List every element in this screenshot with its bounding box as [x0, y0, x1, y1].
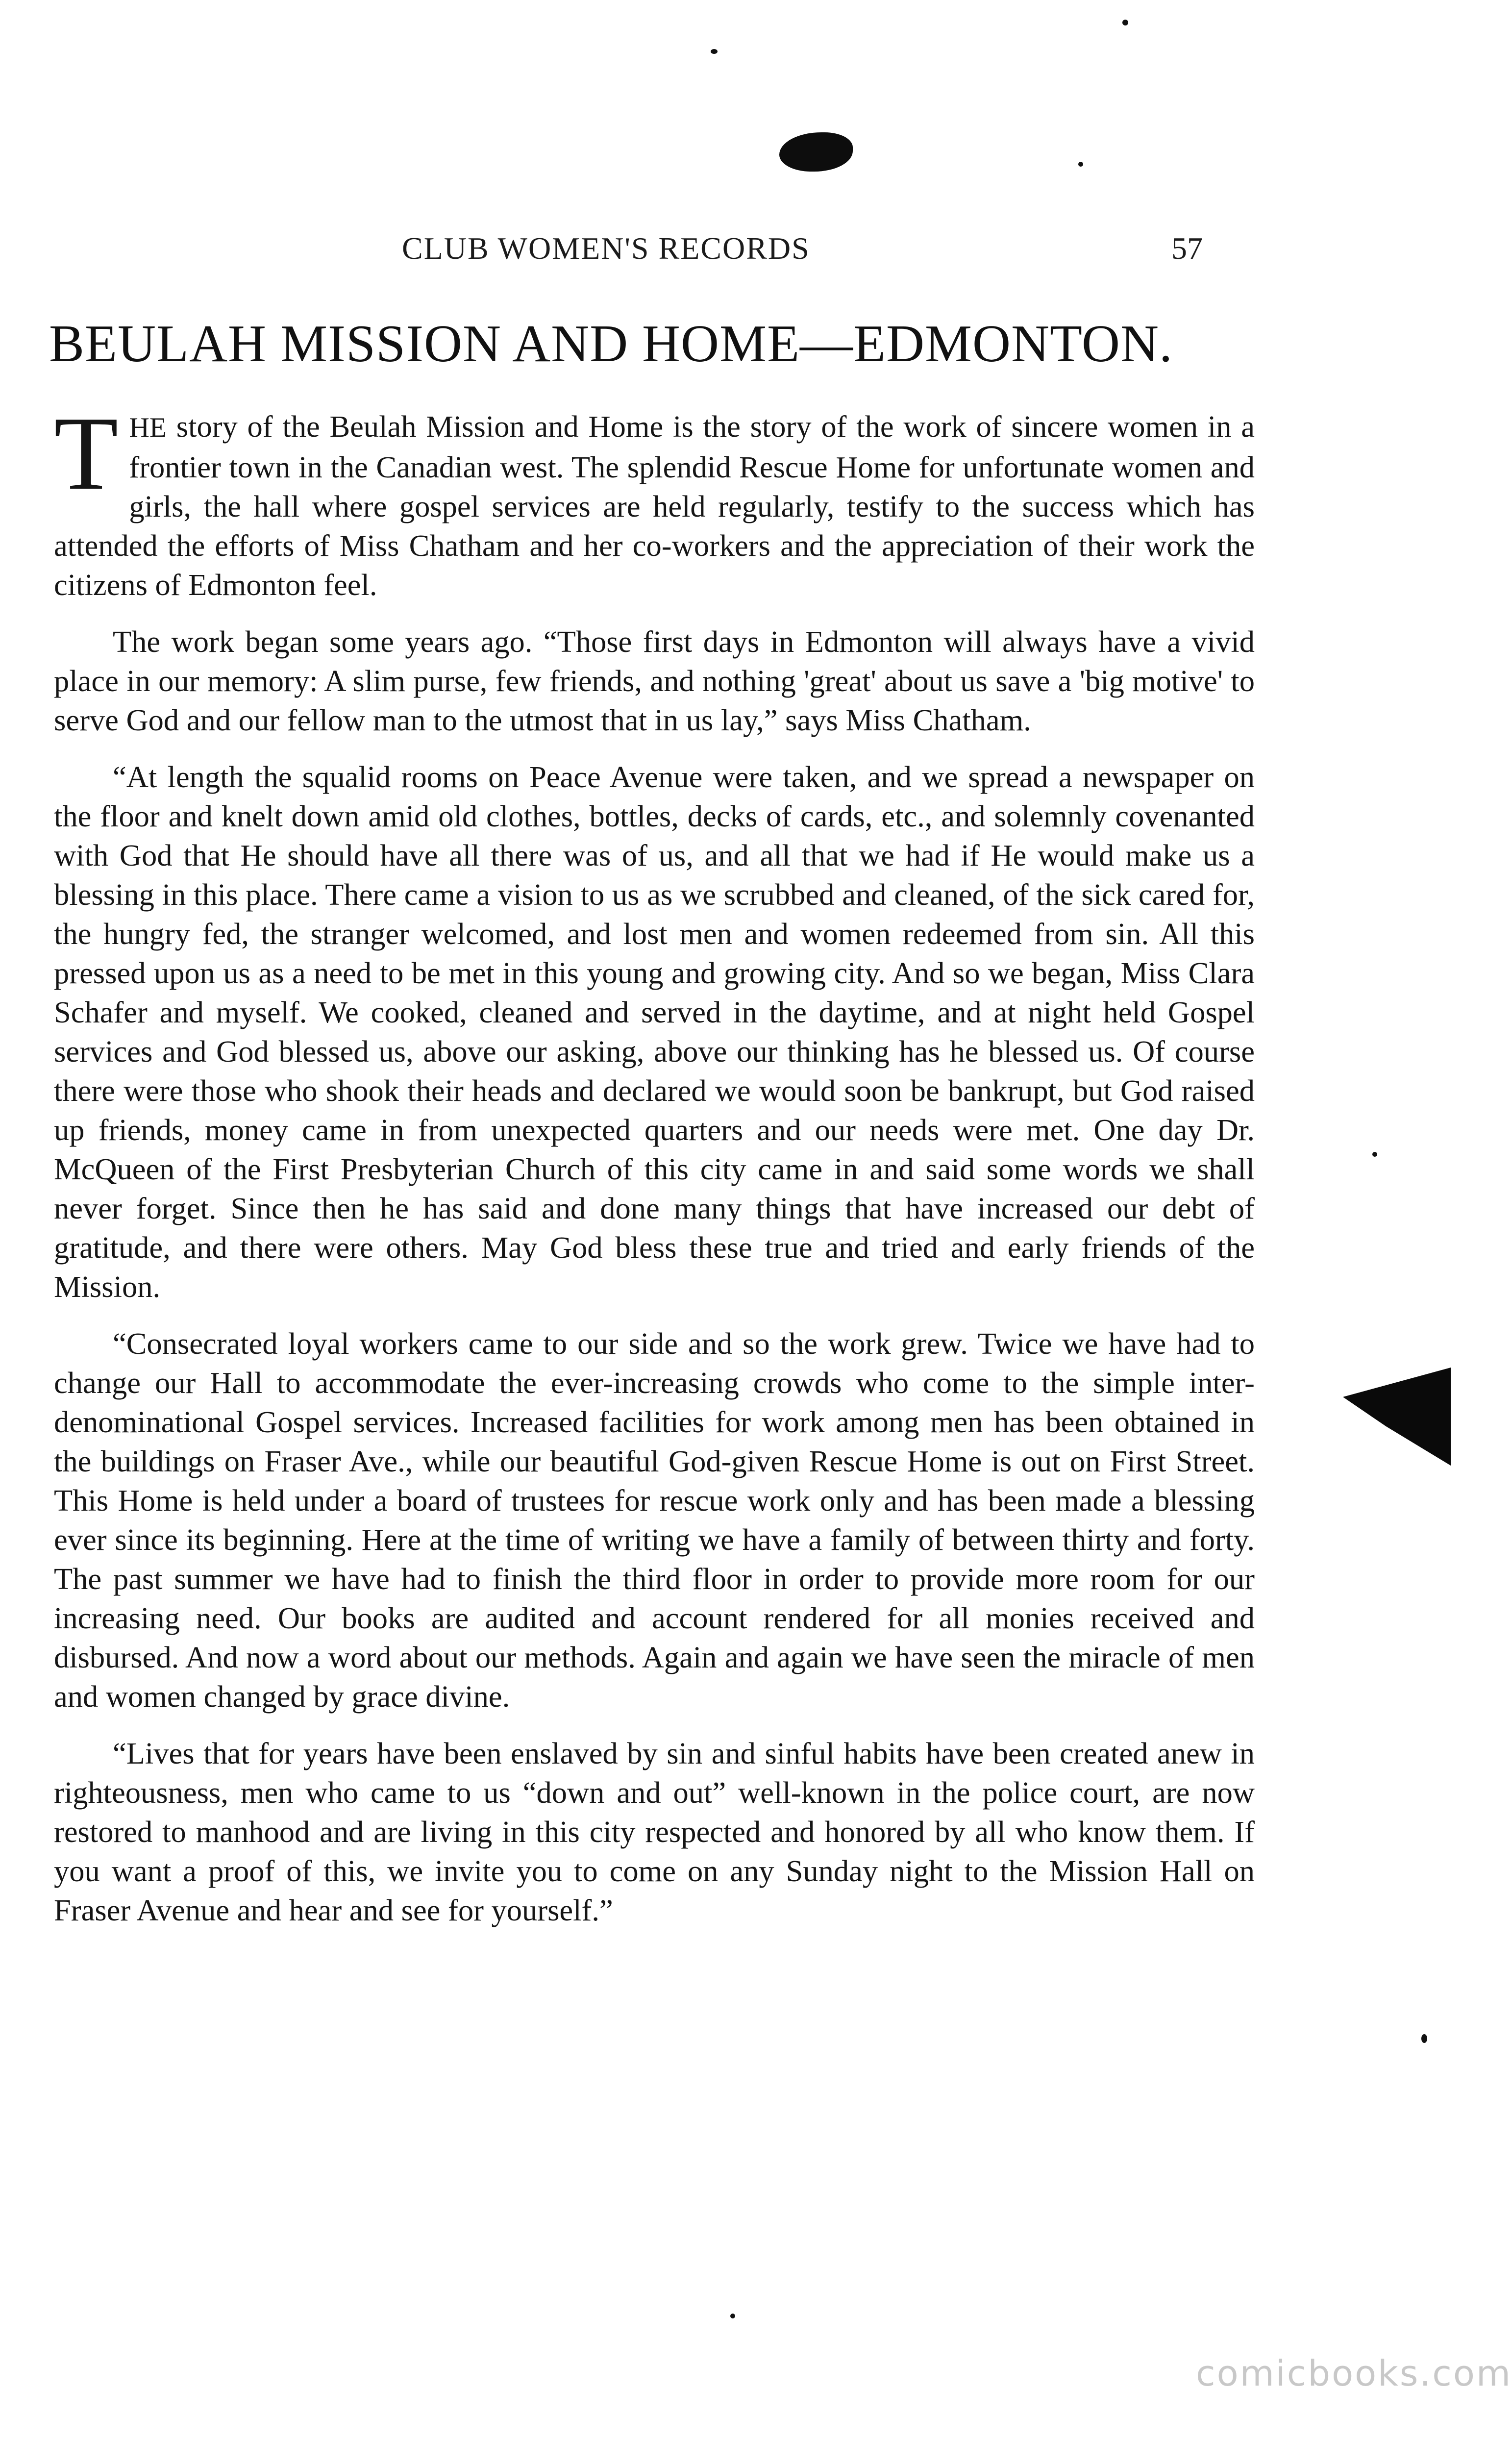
paragraph [54, 1324, 1255, 1716]
watermark: comicbooks.com [1196, 2353, 1512, 2394]
ink-blot [1343, 1368, 1451, 1466]
paragraph-text: “Consecrated loyal workers came to our side and so the work grew. Twice we have had to change our Hall to accommodate the ever-increasing crowds who come to the simple inter-denominational Gospel services. Increased facilities for work among men has been obtained in the buildings on Fraser Ave., while our beautiful God-given Rescue Home is out on First Street. This Home is held under a board of trustees for rescue work only and has been made a blessing ever since its beginning. Here at the time of writing we have a family of between thirty and forty. The past summer we have had to finish the third floor in order to provide more room for our increasing need. Our books are audited and account rendered for all monies received and disbursed. And now a word about our methods. Again and again we have seen the miracle of men and women changed by grace divine. [54, 1326, 1255, 1714]
paragraph-text: story of the Beulah Mission and Home is the story of the work of sincere women in a frontier town in the Canadian west. The splendid Rescue Home for unfortunate women and girls, the hall where gospel services are held regularly, testify to the success which has attended the efforts of Miss Chatham and her co-workers and the appreciation of their work the citizens of Edmonton feel. [54, 409, 1255, 602]
scan-speck [711, 49, 718, 54]
paragraph-text: “Lives that for years have been enslaved by sin and sinful habits have been created anew in righteousness, men who came to us “down and out” well-known in the police court, are now restored to manhood and are living in this city respected and honored by all who know them. If you want a proof of this, we invite you to come on any Sunday night to the Mission Hall on Fraser Avenue and hear and see for yourself.” [54, 1736, 1255, 1927]
paragraph [54, 395, 1255, 604]
scan-speck [1421, 2034, 1427, 2043]
paragraph-text: The work began some years ago. “Those first days in Edmonton will always have a vivid place in our memory: A slim purse, few friends, and nothing 'great' about us save a 'big motive' to serve God and our fellow man to the utmost that in us lay,” says Miss Chatham. [54, 624, 1255, 737]
paragraph [54, 622, 1255, 740]
paragraph [54, 757, 1255, 1306]
scan-speck [1122, 20, 1128, 25]
scan-speck [1372, 1152, 1377, 1157]
scan-speck [730, 2314, 735, 2318]
running-head: CLUB WOMEN'S RECORDS [402, 231, 810, 266]
page-number: 57 [1171, 231, 1203, 266]
scan-speck [1078, 162, 1083, 167]
paragraph [54, 1734, 1255, 1930]
paragraph-text: “At length the squalid rooms on Peace Avenue were taken, and we spread a newspaper on the floor and knelt down amid old clothes, bottles, decks of cards, etc., and solemnly covenanted with God that He should have all there was of us, and all that we had if He would make us a blessing in this place. There came a vision to us as we scrubbed and cleaned, of the sick cared for, the hungry fed, the stranger welcomed, and lost men and women redeemed from sin. All this pressed upon us as a need to be met in this young and growing city. And so we began, Miss Clara Schafer and myself. We cooked, cleaned and served in the daytime, and at night held Gospel services and God blessed us, above our asking, above our thinking has he blessed us. Of course there were those who shook their heads and declared we would soon be bankrupt, but God raised up friends, money came in from unexpected quarters and our needs were met. One day Dr. McQueen of the First Presbyterian Church of this city came in and said some words we shall never forget. Since then he has said and done many things that have increased our debt of gratitude, and there were others. May God bless these true and tried and early friends of the Mission. [54, 760, 1255, 1304]
article-title: BEULAH MISSION AND HOME—EDMONTON. [49, 315, 1173, 373]
ink-blot [779, 132, 853, 172]
small-caps-lead: HE [129, 412, 167, 443]
article-body [54, 395, 1255, 1947]
drop-cap: T [54, 395, 119, 512]
